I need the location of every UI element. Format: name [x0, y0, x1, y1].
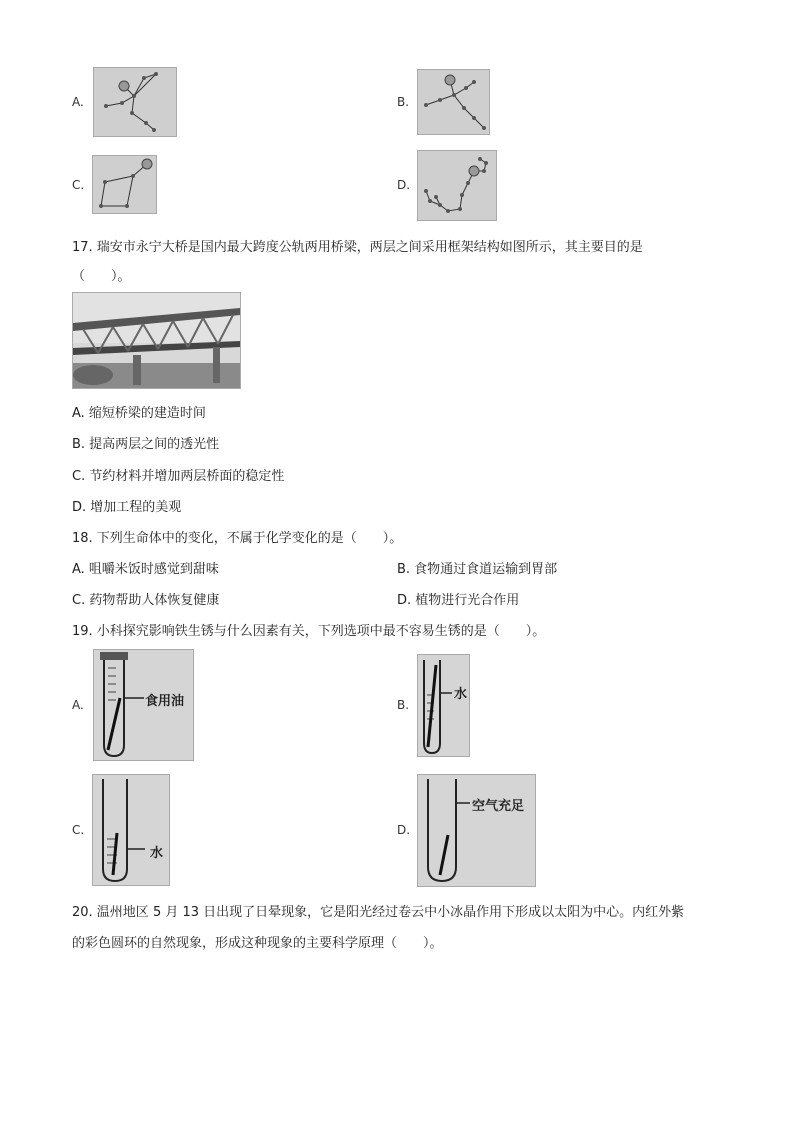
option-label: D.: [397, 823, 411, 837]
q17-option-d: D. 增加工程的美观: [72, 500, 182, 515]
test-tube-image-b: [417, 654, 470, 757]
constellation-image-c: [92, 155, 157, 214]
option-label: D.: [397, 178, 411, 192]
tube-label-b: 水: [454, 687, 468, 702]
q18-option-c: C. 药物帮助人体恢复健康: [72, 593, 220, 608]
constellation-image-b: [417, 69, 490, 135]
q20-stem-line2: 的彩色圆环的自然现象，形成这种现象的主要科学原理（ ）。: [72, 936, 443, 951]
option-label: B.: [397, 698, 410, 712]
option-label: A.: [72, 698, 84, 712]
tube-label-a: 食用油: [145, 694, 185, 709]
q17-option-b: B. 提高两层之间的透光性: [72, 437, 220, 452]
test-tube-image-c: [92, 774, 170, 886]
option-label: A.: [72, 95, 84, 109]
bridge-photo: [72, 292, 241, 389]
option-label: C.: [72, 178, 85, 192]
q18-option-a: A. 咀嚼米饭时感觉到甜味: [72, 562, 219, 577]
q17-stem-line1: 17. 瑞安市永宁大桥是国内最大跨度公轨两用桥梁，两层之间采用框架结构如图所示，其主要目的是: [72, 240, 643, 255]
q18-stem: 18. 下列生命体中的变化，不属于化学变化的是（ ）。: [72, 531, 403, 546]
test-tube-image-d: [417, 774, 536, 887]
tube-label-c: 水: [150, 846, 164, 861]
option-label: C.: [72, 823, 85, 837]
q18-option-d: D. 植物进行光合作用: [397, 593, 520, 608]
q20-stem-line1: 20. 温州地区 5 月 13 日出现了日晕现象，它是阳光经过卷云中小冰晶作用下形成以太阳为中心。内红外紫: [72, 905, 685, 920]
q19-stem: 19. 小科探究影响铁生锈与什么因素有关，下列选项中最不容易生锈的是（ ）。: [72, 624, 546, 639]
q17-option-c: C. 节约材料并增加两层桥面的稳定性: [72, 469, 285, 484]
constellation-image-d: [417, 150, 497, 221]
q17-option-a: A. 缩短桥梁的建造时间: [72, 406, 206, 421]
constellation-image-a: [93, 67, 177, 137]
option-label: B.: [397, 95, 410, 109]
tube-label-d: 空气充足: [472, 799, 525, 814]
q17-stem-line2: （ ）。: [72, 269, 131, 284]
q18-option-b: B. 食物通过食道运输到胃部: [397, 562, 558, 577]
